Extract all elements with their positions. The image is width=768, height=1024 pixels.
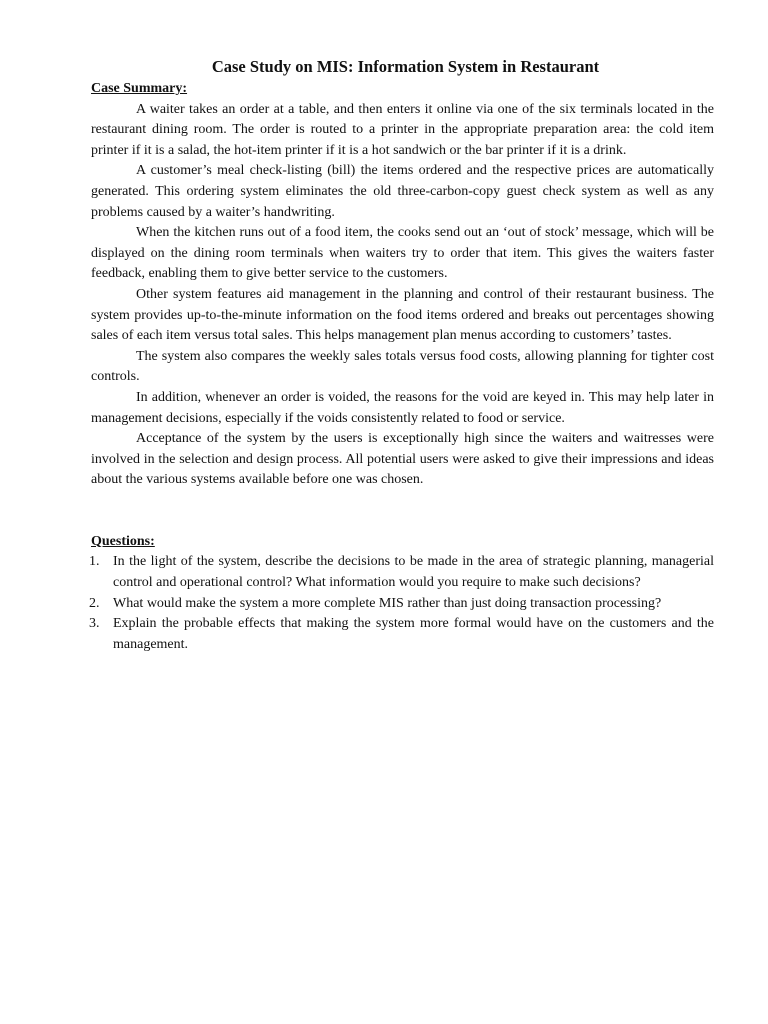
summary-paragraph-3: When the kitchen runs out of a food item, the cooks send out an ‘out of stock’ message, which will be displayed on the dining room terminals when waiters try to order that item. This gives the waiters faster feedback, enabling them to give better service to the customers. [91, 225, 714, 282]
questions-list [91, 552, 714, 655]
question-number: 1. [89, 554, 100, 570]
question-text: What would make the system a more complete MIS rather than just doing transaction processing? [113, 595, 662, 611]
summary-paragraph-6: In addition, whenever an order is voided, the reasons for the void are keyed in. This may help later in management decisions, especially if the voids consistently related to food or service. [91, 389, 714, 426]
question-text: Explain the probable effects that making the system more formal would have on the customers and the management. [113, 616, 714, 652]
question-number: 3. [89, 616, 100, 632]
summary-paragraph-5: The system also compares the weekly sales totals versus food costs, allowing planning for tighter cost controls. [91, 348, 714, 385]
document-title: Case Study on MIS: Information System in Restaurant [211, 57, 600, 76]
case-summary-heading: Case Summary: [91, 81, 188, 96]
question-item-1 [91, 552, 714, 593]
summary-paragraph-2: A customer’s meal check-listing (bill) the items ordered and the respective prices are automatically generated. This ordering system eliminates the old three-carbon-copy guest check system as well as any problems caused by a waiter’s handwriting. [91, 163, 714, 220]
summary-paragraph-4: Other system features aid management in the planning and control of their restaurant business. The system provides up-to-the-minute information on the food items ordered and breaks out percentages showing sales of each item versus total sales. This helps management plan menus according to customers’ tastes. [91, 286, 714, 344]
document-content [91, 56, 714, 655]
summary-paragraph-1: A waiter takes an order at a table, and then enters it online via one of the six terminals located in the restaurant dining room. The order is routed to a printer in the appropriate preparation area: the cold item printer if it is a salad, the hot-item printer if it is a hot sandwich or the bar printer if it is a drink. [91, 101, 714, 158]
question-text: In the light of the system, describe the decisions to be made in the area of strategic planning, managerial control and operational control? What information would you require to make such decisions? [113, 554, 714, 591]
question-number: 2. [89, 595, 100, 611]
summary-paragraph-7: Acceptance of the system by the users is exceptionally high since the waiters and waitresses were involved in the selection and design process. All potential users were asked to give their impressions and ideas about the various systems available before one was chosen. [91, 431, 714, 488]
question-item-2 [91, 594, 714, 615]
questions-heading: Questions: [91, 533, 155, 549]
question-item-3 [91, 614, 714, 655]
